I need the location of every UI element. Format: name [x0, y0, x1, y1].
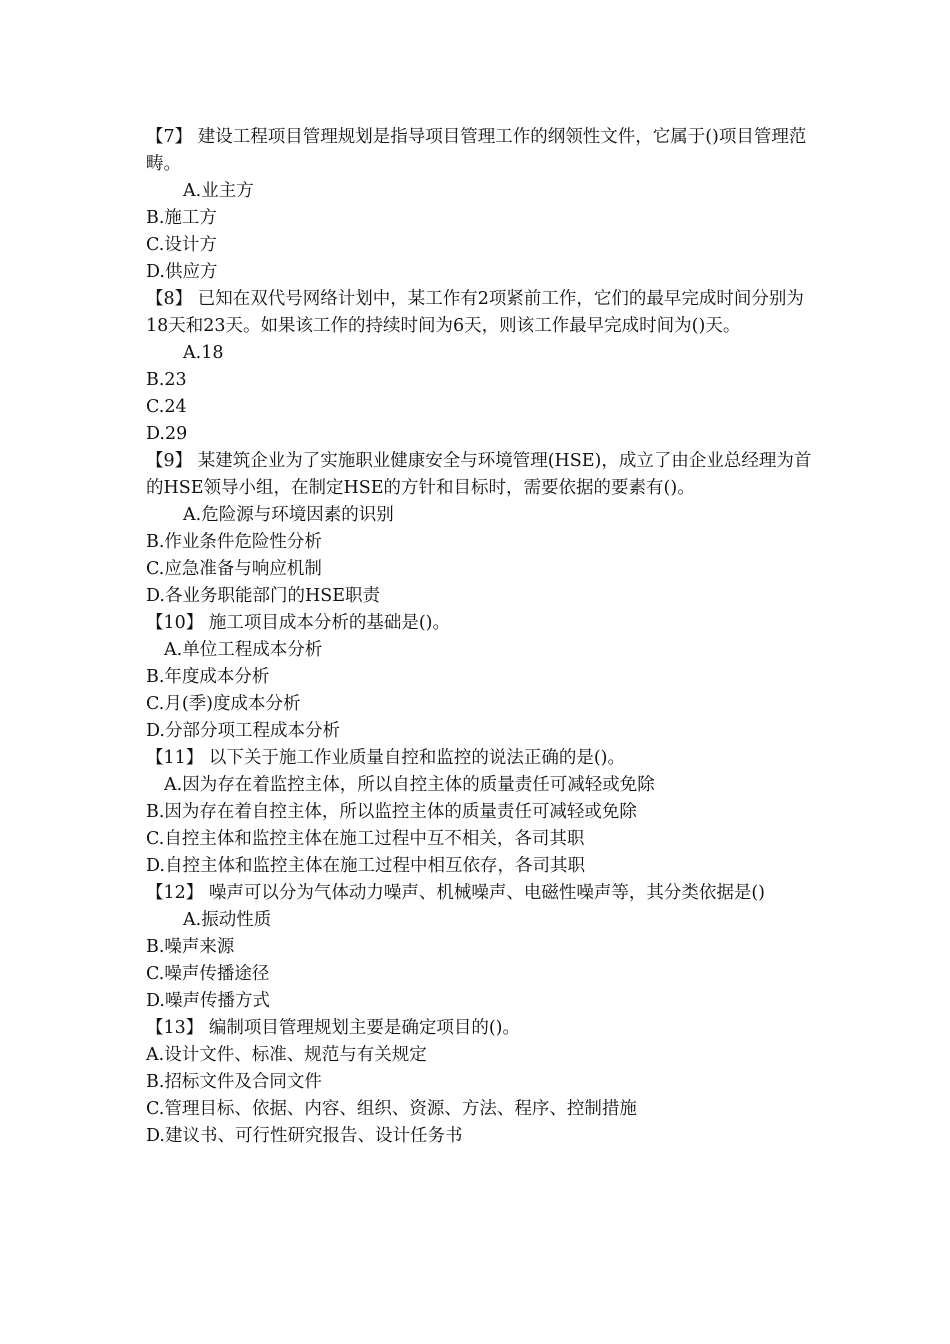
- question-block: [146, 124, 816, 286]
- option-d: D.各业务职能部门的HSE职责: [146, 586, 380, 606]
- option-d: D.自控主体和监控主体在施工过程中相互依存，各司其职: [146, 856, 585, 876]
- question-block: [146, 1015, 816, 1150]
- question-text: 【7】 建设工程项目管理规划是指导项目管理工作的纲领性文件，它属于()项目管理范畴。: [146, 127, 807, 174]
- question-list: [146, 124, 816, 1150]
- question-text: 【9】 某建筑企业为了实施职业健康安全与环境管理(HSE)，成立了由企业总经理为首的HSE领导小组，在制定HSE的方针和目标时，需要依据的要素有()。: [146, 451, 812, 498]
- option-b: B.噪声来源: [146, 937, 235, 957]
- question-text: 【13】 编制项目管理规划主要是确定项目的()。: [146, 1018, 520, 1038]
- question-block: [146, 610, 816, 745]
- option-a: A.单位工程成本分析: [164, 640, 323, 660]
- question-text: 【11】 以下关于施工作业质量自控和监控的说法正确的是()。: [146, 748, 625, 768]
- option-b: B.作业条件危险性分析: [146, 532, 322, 552]
- option-d: D.噪声传播方式: [146, 991, 270, 1011]
- question-text: 【8】 已知在双代号网络计划中，某工作有2项紧前工作，它们的最早完成时间分别为18天和23天。如果该工作的持续时间为6天，则该工作最早完成时间为()天。: [146, 289, 804, 336]
- question-block: [146, 286, 816, 448]
- option-b: B.年度成本分析: [146, 667, 270, 687]
- option-c: C.设计方: [146, 235, 217, 255]
- option-c: C.月(季)度成本分析: [146, 694, 301, 714]
- option-b: B.23: [146, 370, 187, 390]
- question-block: [146, 880, 816, 1015]
- option-c: C.应急准备与响应机制: [146, 559, 322, 579]
- question-text: 【12】 噪声可以分为气体动力噪声、机械噪声、电磁性噪声等，其分类依据是(): [146, 883, 765, 903]
- option-b: B.施工方: [146, 208, 217, 228]
- option-d: D.供应方: [146, 262, 218, 282]
- option-b: B.招标文件及合同文件: [146, 1072, 322, 1092]
- option-c: C.噪声传播途径: [146, 964, 270, 984]
- option-d: D.分部分项工程成本分析: [146, 721, 340, 741]
- option-c: C.24: [146, 397, 187, 417]
- option-a: A.因为存在着监控主体，所以自控主体的质量责任可减轻或免除: [164, 775, 655, 795]
- option-a: A.业主方: [183, 181, 254, 201]
- option-a: A.振动性质: [183, 910, 272, 930]
- option-c: C.自控主体和监控主体在施工过程中互不相关，各司其职: [146, 829, 585, 849]
- question-text: 【10】 施工项目成本分析的基础是()。: [146, 613, 450, 633]
- question-block: [146, 448, 816, 610]
- option-a: A.18: [183, 343, 224, 363]
- option-d: D.29: [146, 424, 188, 444]
- option-c: C.管理目标、依据、内容、组织、资源、方法、程序、控制措施: [146, 1099, 637, 1119]
- option-a: A.危险源与环境因素的识别: [183, 505, 394, 525]
- option-d: D.建议书、可行性研究报告、设计任务书: [146, 1126, 463, 1146]
- question-block: [146, 745, 816, 880]
- option-a: A.设计文件、标准、规范与有关规定: [146, 1045, 427, 1065]
- option-b: B.因为存在着自控主体，所以监控主体的质量责任可减轻或免除: [146, 802, 637, 822]
